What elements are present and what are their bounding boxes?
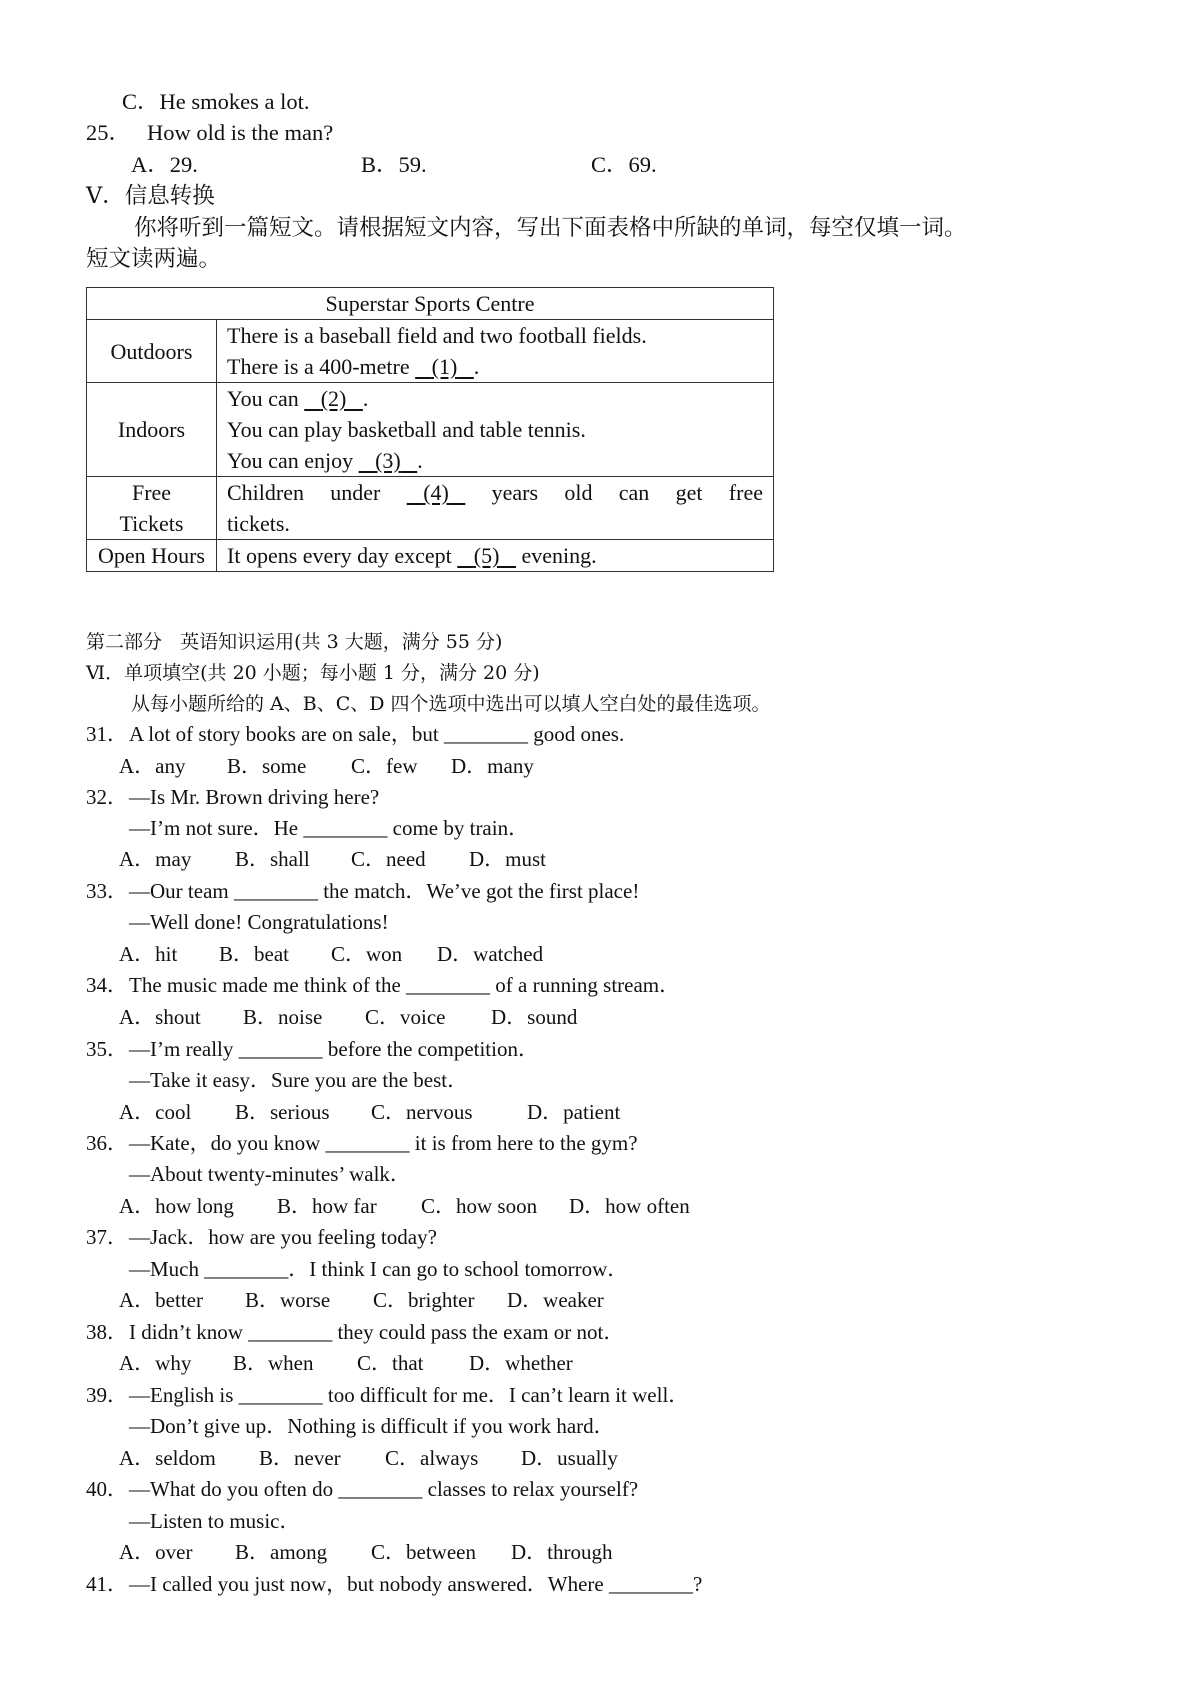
q37-option-c: C．brighter xyxy=(373,1288,475,1312)
word: under xyxy=(330,480,381,505)
outdoors-line-1: There is a baseball field and two football fields. xyxy=(227,323,647,348)
indoors-line-3-end: . xyxy=(417,448,423,473)
q33-line-2: —Well done! Congratulations! xyxy=(129,910,389,934)
section-6-heading: Ⅵ．单项填空(共 20 小题；每小题 1 分，满分 20 分) xyxy=(86,662,540,684)
q25-option-a: A．29. xyxy=(131,152,198,177)
q35-option-c: C．nervous xyxy=(371,1100,473,1124)
q38-text: I didn’t know ________ they could pass the exam or not． xyxy=(129,1320,625,1344)
q33-option-d: D．watched xyxy=(437,942,544,966)
tickets-label: Tickets xyxy=(119,511,184,536)
indoors-line-1-text: You can xyxy=(227,386,305,411)
free-tickets-line-2: tickets. xyxy=(227,511,290,536)
q35-option-d: D．patient xyxy=(527,1100,621,1124)
q31-option-c: C．few xyxy=(351,754,418,778)
q34-option-d: D．sound xyxy=(491,1005,578,1029)
section-5-instruction: 你将听到一篇短文。请根据短文内容，写出下面表格中所缺的单词，每空仅填一词。 xyxy=(134,215,967,241)
row-content-indoors xyxy=(217,383,774,477)
row-label-free-tickets xyxy=(87,477,217,540)
word: old xyxy=(564,480,593,505)
outdoors-line-2-end: . xyxy=(473,354,480,379)
q25-option-b: B．59. xyxy=(361,152,427,177)
q25-number: 25． xyxy=(86,120,132,145)
blank-3-label: (3) xyxy=(375,448,401,473)
row-content-open-hours xyxy=(217,540,774,572)
part-2-heading: 第二部分 英语知识运用(共 3 大题，满分 55 分) xyxy=(86,631,503,653)
q34-text: The music made me think of the ________ of a running stream． xyxy=(129,973,681,997)
word: years xyxy=(491,480,539,505)
q35-option-b: B．serious xyxy=(235,1100,330,1124)
section-5-heading: Ⅴ．信息转换 xyxy=(86,183,215,209)
q36-option-a: A．how long xyxy=(119,1194,234,1218)
q41-text: —I called you just now，but nobody answered．Where ________? xyxy=(129,1572,703,1596)
q24-option-c: C．He smokes a lot. xyxy=(122,89,310,114)
row-content-free-tickets xyxy=(217,477,774,540)
q36-line-2: —About twenty-minutes’ walk． xyxy=(129,1162,411,1186)
q40-line-1: —What do you often do ________ classes to relax yourself? xyxy=(129,1477,639,1501)
q35-number: 35． xyxy=(86,1037,128,1061)
q33-number: 33． xyxy=(86,879,128,903)
q40-line-2: —Listen to music． xyxy=(129,1509,301,1533)
outdoors-line-2 xyxy=(227,351,763,382)
outdoors-line-2-text: There is a 400-metre xyxy=(227,354,416,379)
q35-line-2: —Take it easy．Sure you are the best． xyxy=(129,1068,469,1092)
q34-option-c: C．voice xyxy=(365,1005,446,1029)
q37-number: 37． xyxy=(86,1225,128,1249)
q32-line-1: —Is Mr. Brown driving here? xyxy=(129,785,380,809)
open-hours-end: evening. xyxy=(515,543,597,568)
q32-number: 32． xyxy=(86,785,128,809)
indoors-line-1 xyxy=(227,383,763,414)
q25-option-c: C．69. xyxy=(591,152,657,177)
q33-option-a: A．hit xyxy=(119,942,178,966)
q35-line-1: —I’m really ________ before the competition． xyxy=(129,1037,539,1061)
q34-number: 34． xyxy=(86,973,128,997)
q36-number: 36． xyxy=(86,1131,128,1155)
blank-2 xyxy=(304,386,363,411)
q34-option-a: A．shout xyxy=(119,1005,201,1029)
q32-option-c: C．need xyxy=(351,847,426,871)
q37-line-1: —Jack．how are you feeling today? xyxy=(129,1225,437,1249)
q40-option-a: A．over xyxy=(119,1540,193,1564)
q25-text: How old is the man? xyxy=(147,120,334,145)
q32-option-a: A．may xyxy=(119,847,192,871)
indoors-line-2: You can play basketball and table tennis. xyxy=(227,417,586,442)
blank-4 xyxy=(407,477,466,508)
section-5-instruction-cont: 短文读两遍。 xyxy=(86,246,222,272)
free-tickets-line-1 xyxy=(227,477,763,508)
q32-option-b: B．shall xyxy=(235,847,310,871)
word: can xyxy=(618,480,650,505)
blank-1-label: (1) xyxy=(431,354,458,379)
q36-option-c: C．how soon xyxy=(421,1194,538,1218)
word: get xyxy=(675,480,703,505)
q38-option-d: D．whether xyxy=(469,1351,573,1375)
q39-option-d: D．usually xyxy=(521,1446,618,1470)
q34-option-b: B．noise xyxy=(243,1005,323,1029)
q39-option-c: C．always xyxy=(385,1446,479,1470)
q36-line-1: —Kate，do you know ________ it is from here to the gym? xyxy=(129,1131,638,1155)
q33-option-b: B．beat xyxy=(219,942,289,966)
q37-line-2: —Much ________．I think I can go to school tomorrow． xyxy=(129,1257,629,1281)
q32-line-2: —I’m not sure．He ________ come by train． xyxy=(129,816,530,840)
indoors-line-3-text: You can enjoy xyxy=(227,448,359,473)
q33-line-1: —Our team ________ the match．We’ve got the first place! xyxy=(129,879,640,903)
q36-option-d: D．how often xyxy=(569,1194,690,1218)
q40-number: 40． xyxy=(86,1477,128,1501)
row-label-indoors: Indoors xyxy=(87,383,217,477)
q37-option-b: B．worse xyxy=(245,1288,331,1312)
table-title: Superstar Sports Centre xyxy=(87,288,774,320)
word: Children xyxy=(227,480,304,505)
q38-option-a: A．why xyxy=(119,1351,192,1375)
row-label-open-hours: Open Hours xyxy=(87,540,217,572)
row-label-outdoors: Outdoors xyxy=(87,320,217,383)
q36-option-b: B．how far xyxy=(277,1194,377,1218)
blank-3 xyxy=(359,448,418,473)
q31-option-b: B．some xyxy=(227,754,307,778)
blank-2-label: (2) xyxy=(320,386,347,411)
blank-4-label: (4) xyxy=(423,480,449,505)
q33-option-c: C．won xyxy=(331,942,403,966)
q38-option-b: B．when xyxy=(233,1351,314,1375)
q31-option-a: A．any xyxy=(119,754,186,778)
indoors-line-1-end: . xyxy=(362,386,369,411)
sports-centre-table xyxy=(86,287,774,572)
q40-option-d: D．through xyxy=(511,1540,613,1564)
blank-1 xyxy=(415,354,474,379)
q35-option-a: A．cool xyxy=(119,1100,192,1124)
q41-number: 41． xyxy=(86,1572,128,1596)
q39-option-b: B．never xyxy=(259,1446,341,1470)
q32-option-d: D．must xyxy=(469,847,547,871)
q40-option-c: C．between xyxy=(371,1540,476,1564)
q31-option-d: D．many xyxy=(451,754,534,778)
q39-line-2: —Don’t give up．Nothing is difficult if you work hard． xyxy=(129,1414,615,1438)
q31-text: A lot of story books are on sale，but ________ good ones. xyxy=(129,722,625,746)
q31-number: 31． xyxy=(86,722,128,746)
open-hours-text: It opens every day except xyxy=(227,543,458,568)
indoors-line-3 xyxy=(227,445,763,476)
q39-number: 39． xyxy=(86,1383,128,1407)
blank-5 xyxy=(457,543,516,568)
q39-line-1: —English is ________ too difficult for me．I can’t learn it well． xyxy=(129,1383,690,1407)
q37-option-a: A．better xyxy=(119,1288,203,1312)
blank-5-label: (5) xyxy=(473,543,500,568)
q38-number: 38． xyxy=(86,1320,128,1344)
free-label: Free xyxy=(131,480,172,505)
q39-option-a: A．seldom xyxy=(119,1446,216,1470)
q37-option-d: D．weaker xyxy=(507,1288,604,1312)
q40-option-b: B．among xyxy=(235,1540,328,1564)
row-content-outdoors xyxy=(217,320,774,383)
q38-option-c: C．that xyxy=(357,1351,424,1375)
section-6-instruction: 从每小题所给的 A、B、C、D 四个选项中选出可以填人空白处的最佳选项。 xyxy=(131,693,771,715)
word: free xyxy=(728,480,763,505)
